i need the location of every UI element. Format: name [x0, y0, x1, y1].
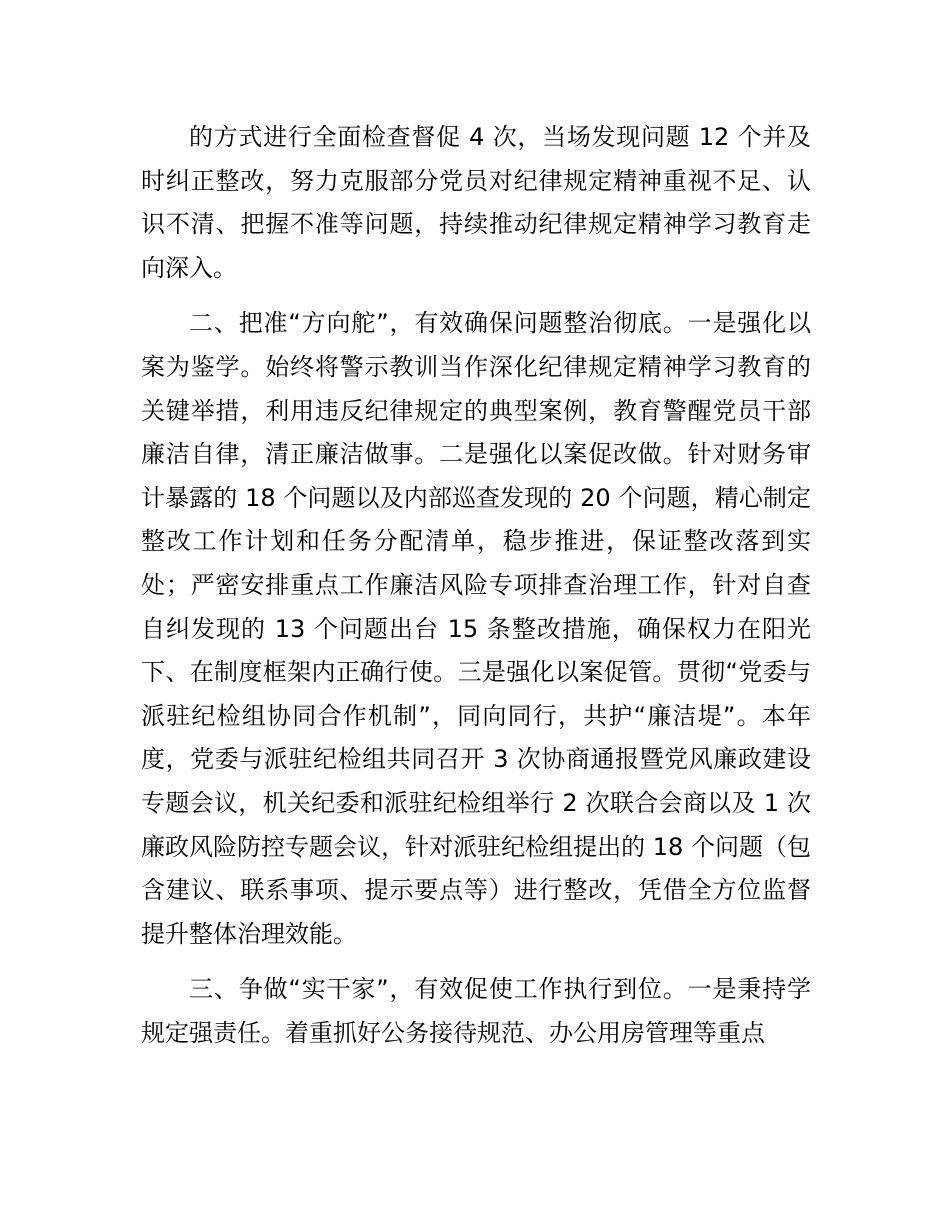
- paragraph-section-two: 二、把准“方向舵”，有效确保问题整治彻底。一是强化以案为鉴学。始终将警示教训当作深化纪律规定精神学习教育的关键举措，利用违反纪律规定的典型案例，教育警醒党员干部廉洁自律，清正廉洁做事。二是强化以案促改做。针对财务审计暴露的 18 个问题以及内部巡查发现的 20 个问题，精心制定整改工作计划和任务分配清单，稳步推进，保证整改落到实处；严密安排重点工作廉洁风险专项排查治理工作，针对自查自纠发现的 13 个问题出台 15 条整改措施，确保权力在阳光下、在制度框架内正确行使。三是强化以案促管。贯彻“党委与派驻纪检组协同合作机制”，同向同行，共护“廉洁堤”。本年度，党委与派驻纪检组共同召开 3 次协商通报暨党风廉政建设专题会议，机关纪委和派驻纪检组举行 2 次联合会商以及 1 次廉政风险防控专题会议，针对派驻纪检组提出的 18 个问题（包含建议、联系事项、提示要点等）进行整改，凭借全方位监督提升整体治理效能。: [141, 309, 811, 948]
- paragraph-section-three: 三、争做“实干家”，有效促使工作执行到位。一是秉持学规定强责任。着重抓好公务接待规范、办公用房管理等重点: [141, 975, 811, 1047]
- document-body: [141, 116, 811, 1055]
- paragraph-continuation: 的方式进行全面检查督促 4 次，当场发现问题 12 个并及时纠正整改，努力克服部分党员对纪律规定精神重视不足、认识不清、把握不准等问题，持续推动纪律规定精神学习教育走向深入。: [141, 123, 811, 282]
